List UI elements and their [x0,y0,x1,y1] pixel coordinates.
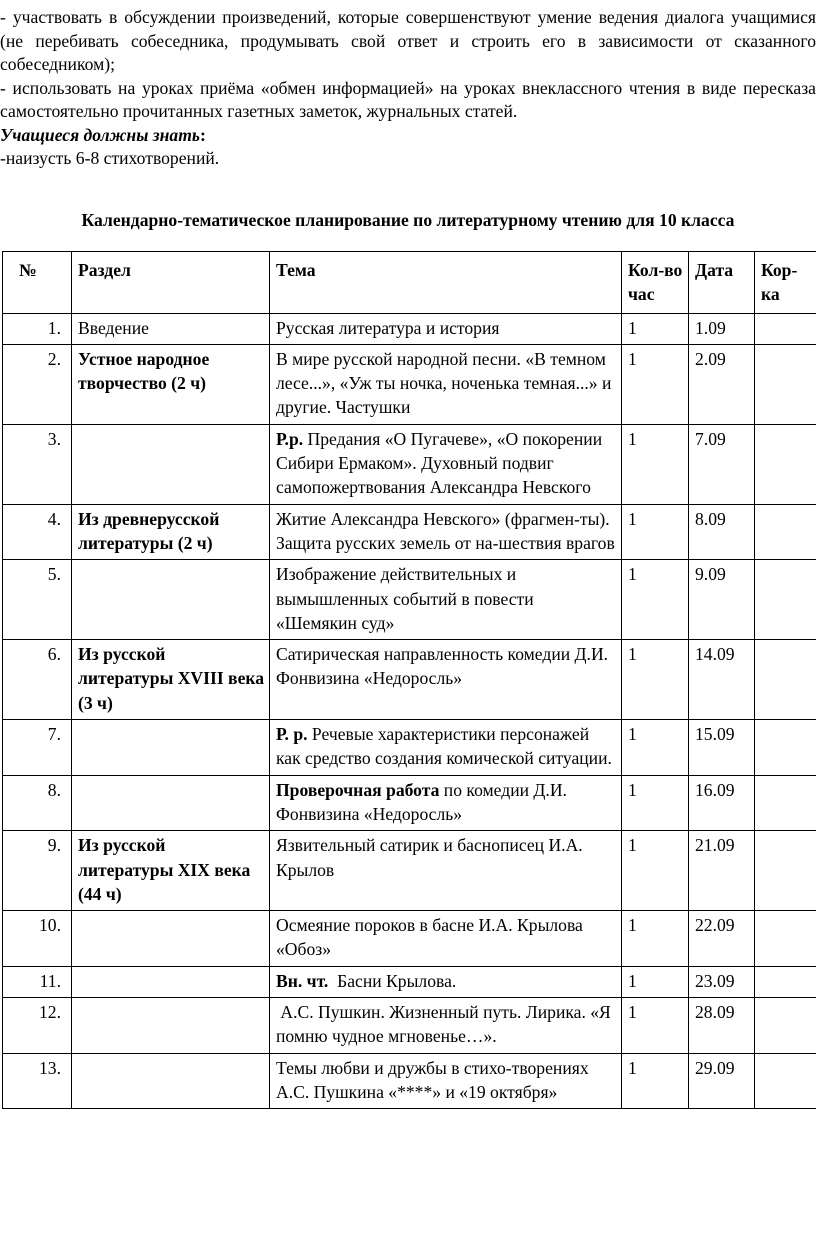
row-correction [755,560,816,640]
row-correction [755,504,816,560]
plan-title: Календарно-тематическое планирование по литературному чтению для 10 класса [81,210,735,230]
row-number: 3. [3,424,72,504]
row-section: Устное народное творчество (2 ч) [72,344,270,424]
row-section [72,911,270,967]
table-row [3,720,816,776]
topic-text: Осмеяние пороков в басне И.А. Крылова «Обоз» [276,915,588,960]
row-number: 12. [3,998,72,1054]
row-number: 11. [3,966,72,997]
row-section: Из русской литературы XVIII века (3 ч) [72,640,270,720]
topic-text: Русская литература и история [276,317,500,338]
row-date: 8.09 [689,504,755,560]
table-header-row [3,252,816,314]
row-section [72,1053,270,1109]
row-number: 1. [3,313,72,344]
row-number: 9. [3,831,72,911]
table-row [3,344,816,424]
table-row [3,966,816,997]
row-date: 9.09 [689,560,755,640]
row-correction [755,775,816,831]
table-row [3,640,816,720]
header-topic: Тема [270,252,622,314]
table-row [3,424,816,504]
topic-text: В мире русской народной песни. «В темном лесе...», «Уж ты ночка, ноченька темная...» и другие. Частушки [276,348,616,418]
row-hours: 1 [622,424,689,504]
row-section: Из русской литературы XIX века (44 ч) [72,831,270,911]
row-topic [270,831,622,911]
row-topic [270,911,622,967]
header-section: Раздел [72,252,270,314]
topic-text: Житие Александра Невского» (фрагмен-ты). Защита русских земель от на-шествия врагов [276,508,615,553]
topic-text: Речевые характеристики персонажей как средство создания комической ситуации. [276,724,612,769]
header-number: № [3,252,72,314]
intro-text [0,6,816,171]
row-hours: 1 [622,560,689,640]
row-hours: 1 [622,998,689,1054]
row-hours: 1 [622,504,689,560]
table-row [3,1053,816,1109]
table-row [3,775,816,831]
row-number: 7. [3,720,72,776]
row-number: 10. [3,911,72,967]
topic-prefix: Р. р. [276,724,308,745]
row-date: 7.09 [689,424,755,504]
topic-text: Предания «О Пугачеве», «О покорении Сибири Ермаком». Духовный подвиг самопожертвования Александра Невского [276,428,607,498]
row-correction [755,640,816,720]
intro-line-dialogue: - участвовать в обсуждении произведений, которые совершенствуют умение ведения диалога учащимися (не перебивать собеседника, продумывать свой ответ и строить его в зависимости от сказанного собеседником); [0,7,816,74]
requirement-colon: : [199,124,206,145]
row-date: 16.09 [689,775,755,831]
row-topic [270,1053,622,1109]
row-topic [270,775,622,831]
table-row [3,998,816,1054]
row-topic [270,966,622,997]
table-row [3,560,816,640]
intro-line-info-exchange: - использовать на уроках приёма «обмен информацией» на уроках внеклассного чтения в виде пересказа самостоятельно прочитанных газетных заметок, журнальных статей. [0,77,816,121]
row-date: 1.09 [689,313,755,344]
row-correction [755,424,816,504]
row-topic [270,560,622,640]
row-section [72,966,270,997]
topic-text: Сатирическая направленность комедии Д.И. Фонвизина «Недоросль» [276,644,613,689]
row-correction [755,911,816,967]
row-section [72,775,270,831]
topic-text: А.С. Пушкин. Жизненный путь. Лирика. «Я помню чудное мгновенье…». [276,1002,616,1047]
topic-prefix: Вн. чт. [276,970,329,991]
row-date: 2.09 [689,344,755,424]
row-number: 8. [3,775,72,831]
header-correction: Кор-ка [755,252,816,314]
row-hours: 1 [622,775,689,831]
table-row [3,831,816,911]
topic-text: Темы любви и дружбы в стихо-творениях А.С. Пушкина «****» и «19 октября» [276,1057,594,1102]
row-hours: 1 [622,831,689,911]
requirement-label: Учащиеся должны знать [0,124,200,145]
row-date: 14.09 [689,640,755,720]
row-date: 21.09 [689,831,755,911]
row-topic [270,720,622,776]
row-number: 13. [3,1053,72,1109]
row-topic [270,424,622,504]
row-number: 4. [3,504,72,560]
topic-text: Изображение действительных и вымышленных событий в повести «Шемякин суд» [276,564,539,633]
table-row [3,313,816,344]
row-correction [755,344,816,424]
row-correction [755,1053,816,1109]
header-date: Дата [689,252,755,314]
row-correction [755,720,816,776]
row-hours: 1 [622,313,689,344]
requirement-heading [0,124,816,148]
row-date: 15.09 [689,720,755,776]
topic-text: Язвительный сатирик и баснописец И.А. Крылов [276,835,588,880]
table-row [3,911,816,967]
row-hours: 1 [622,720,689,776]
row-number: 2. [3,344,72,424]
row-topic [270,640,622,720]
row-section [72,424,270,504]
requirement-item: -наизусть 6-8 стихотворений. [0,148,220,168]
table-row [3,504,816,560]
row-section: Из древнерусской литературы (2 ч) [72,504,270,560]
row-topic [270,504,622,560]
row-date: 28.09 [689,998,755,1054]
topic-text: по комедии Д.И. Фонвизина «Недоросль» [276,779,572,824]
row-number: 6. [3,640,72,720]
row-correction [755,831,816,911]
row-section [72,998,270,1054]
row-hours: 1 [622,640,689,720]
topic-text: Басни Крылова. [328,970,457,991]
row-hours: 1 [622,966,689,997]
row-hours: 1 [622,344,689,424]
topic-prefix: Проверочная работа [276,779,440,800]
topic-prefix: Р.р. [276,428,304,449]
row-correction [755,313,816,344]
row-date: 23.09 [689,966,755,997]
header-hours: Кол-во час [622,252,689,314]
row-hours: 1 [622,911,689,967]
row-section [72,720,270,776]
row-topic [270,313,622,344]
row-topic [270,344,622,424]
row-correction [755,998,816,1054]
row-correction [755,966,816,997]
row-hours: 1 [622,1053,689,1109]
thematic-plan-table [2,251,816,1109]
row-section: Введение [72,313,270,344]
row-section [72,560,270,640]
row-topic [270,998,622,1054]
row-number: 5. [3,560,72,640]
row-date: 29.09 [689,1053,755,1109]
row-date: 22.09 [689,911,755,967]
